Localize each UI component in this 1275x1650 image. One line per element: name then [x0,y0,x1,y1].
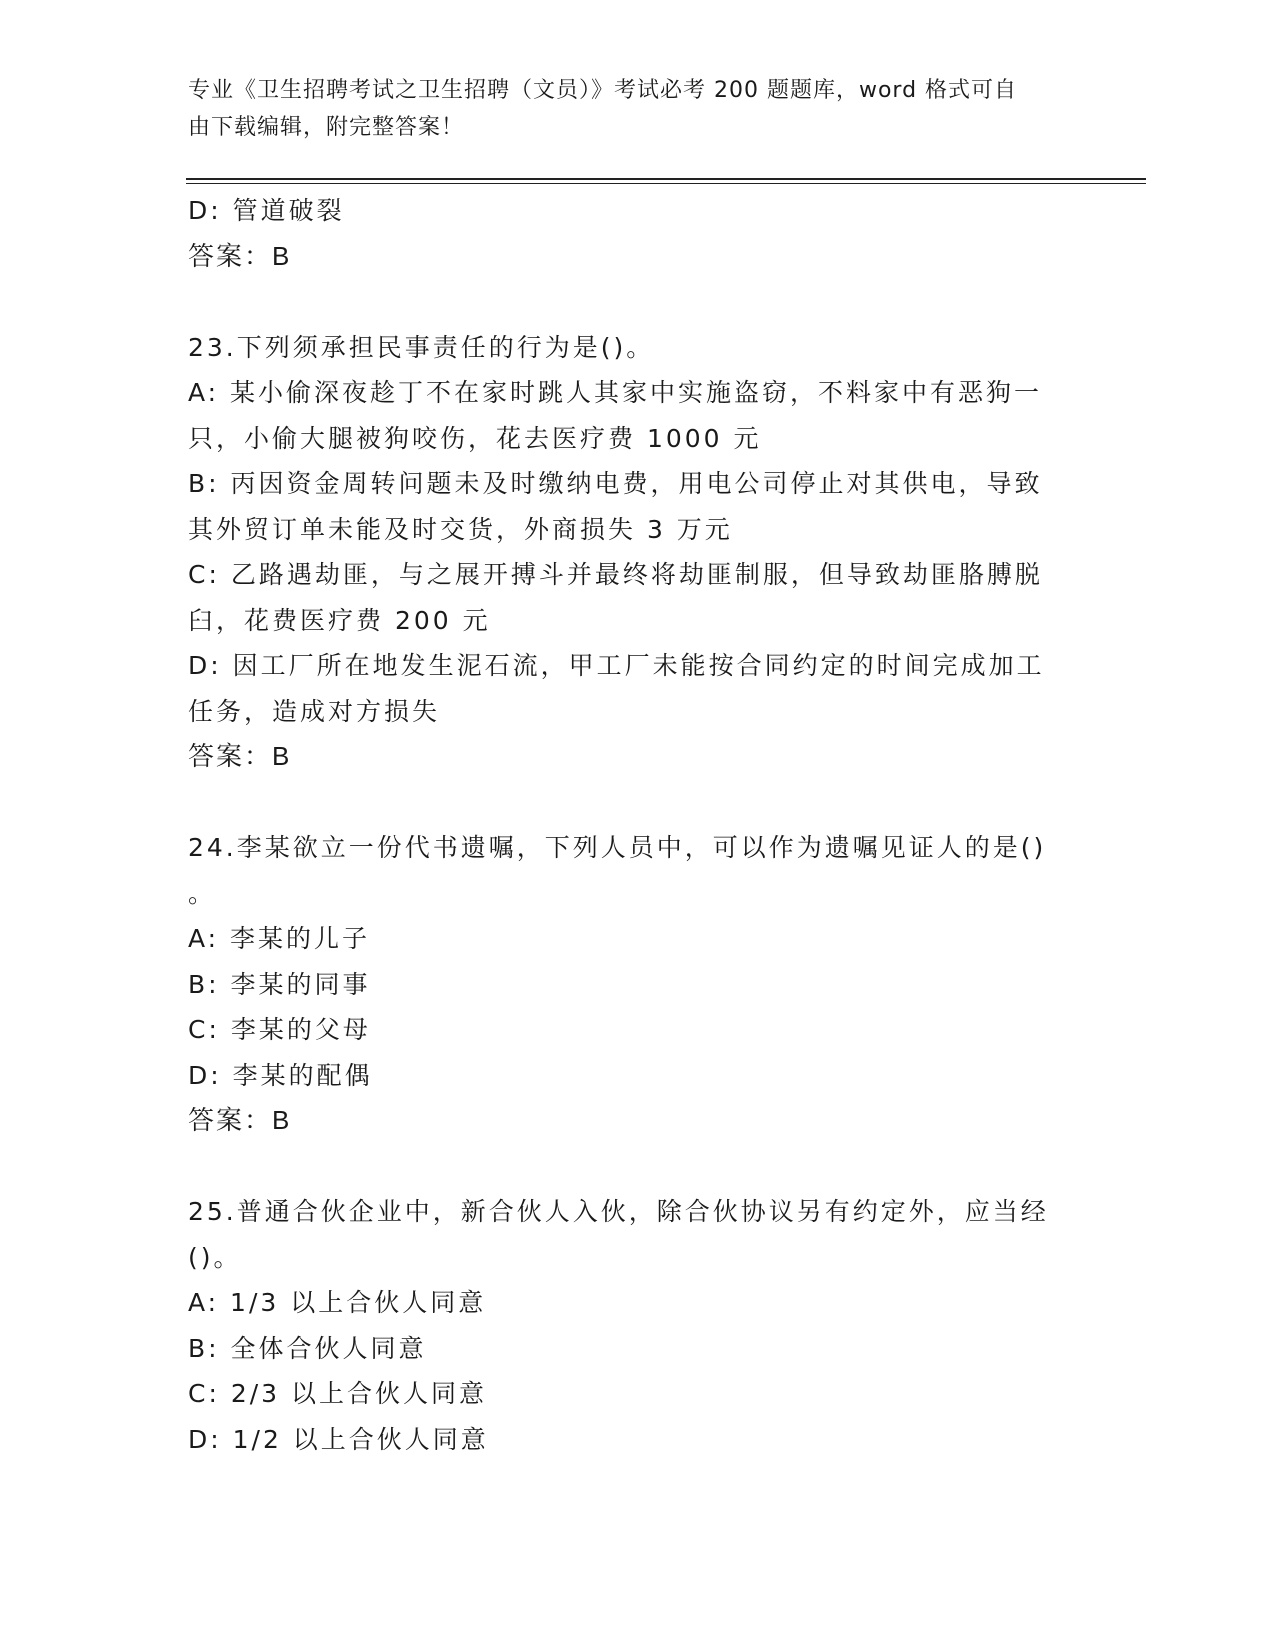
option-c: C: 2/3 以上合伙人同意 [188,1379,488,1408]
question-stem: 24.李某欲立一份代书遗嘱，下列人员中，可以作为遗嘱见证人的是() [188,833,1047,862]
question-25 [188,1189,1088,1462]
option-b: B: 李某的同事 [188,969,371,999]
spacer [188,279,1088,325]
answer-line: 答案：B [188,240,292,271]
answer-line: 答案：B [188,741,292,771]
option-c-cont: 臼，花费医疗费 200 元 [188,605,491,635]
option-a-cont: 只，小偷大腿被狗咬伤，花去医疗费 1000 元 [188,423,762,453]
option-b: B: 丙因资金周转问题未及时缴纳电费，用电公司停止对其供电，导致 [188,469,1043,498]
question-stem: 23.下列须承担民事责任的行为是()。 [188,332,655,362]
question-stem-cont: 。 [188,878,217,908]
question-stem: 25.普通合伙企业中，新合伙人入伙，除合伙协议另有约定外，应当经 [188,1197,1049,1226]
option-d: D: 李某的配偶 [188,1060,373,1090]
option-b: B: 全体合伙人同意 [188,1333,427,1363]
option-d-cont: 任务，造成对方损失 [188,696,441,726]
question-24 [188,825,1088,1144]
option-b-cont: 其外贸订单未能及时交货，外商损失 3 万元 [188,514,733,544]
option-d: D: 因工厂所在地发生泥石流，甲工厂未能按合同约定的时间完成加工 [188,651,1045,680]
answer-line: 答案：B [188,1105,292,1135]
document-header [188,72,1068,146]
option-c: C: 乙路遇劫匪，与之展开搏斗并最终将劫匪制服，但导致劫匪胳膊脱 [188,560,1043,589]
option-d: D: 管道破裂 [188,196,345,225]
header-line-2: 由下载编辑，附完整答案！ [188,115,465,140]
header-rule-thick [186,178,1146,180]
option-a: A: 1/3 以上合伙人同意 [188,1288,487,1317]
option-d: D: 1/2 以上合伙人同意 [188,1424,489,1454]
question-stem-cont: ()。 [188,1242,242,1272]
question-22-tail [188,188,1088,279]
option-a: A: 李某的儿子 [188,924,371,953]
spacer [188,1144,1088,1190]
option-a: A: 某小偷深夜趁丁不在家时跳人其家中实施盗窃，不料家中有恶狗一 [188,378,1043,407]
question-23 [188,325,1088,780]
header-line-1: 专业《卫生招聘考试之卫生招聘（文员）》考试必考 200 题题库，word 格式可自 [188,78,1018,103]
spacer [188,780,1088,826]
header-rule-thin [186,183,1146,184]
document-body [188,188,1088,1462]
option-c: C: 李某的父母 [188,1015,371,1044]
